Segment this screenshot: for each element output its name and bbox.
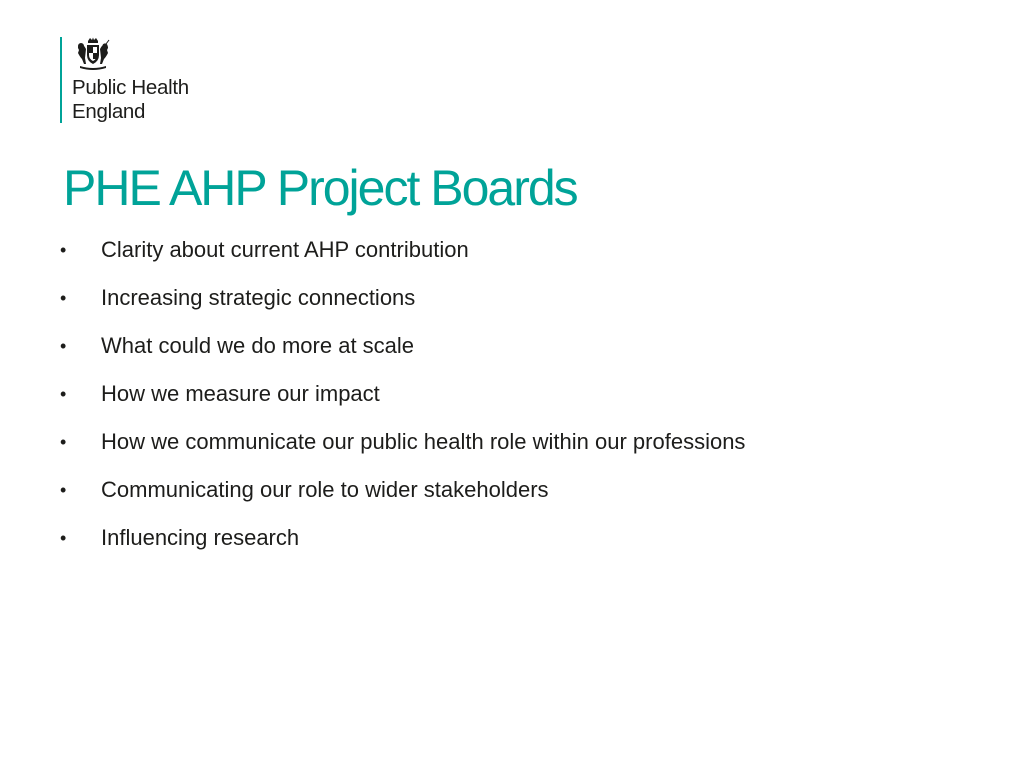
bullet-icon: • [60, 240, 67, 260]
bullet-text: Influencing research [101, 525, 300, 550]
bullet-item [58, 472, 745, 520]
bullet-icon: • [60, 528, 67, 548]
bullet-item [58, 232, 745, 280]
bullet-item [58, 280, 745, 328]
logo-text-line1: Public Health [72, 76, 189, 99]
bullet-item [58, 424, 745, 472]
bullet-list [58, 232, 745, 568]
bullet-text: How we measure our impact [101, 381, 380, 406]
bullet-icon: • [60, 432, 67, 452]
bullet-text: What could we do more at scale [101, 333, 415, 358]
bullet-icon: • [60, 384, 67, 404]
phe-logo [60, 37, 189, 123]
bullet-item [58, 376, 745, 424]
bullet-item [58, 328, 745, 376]
bullet-item [58, 520, 745, 568]
slide-title: PHE AHP Project Boards [63, 160, 577, 216]
bullet-text: Clarity about current AHP contribution [101, 237, 469, 262]
bullet-icon: • [60, 288, 67, 308]
logo-text-line2: England [72, 100, 146, 123]
bullet-text: Communicating our role to wider stakeholders [101, 477, 549, 502]
bullet-icon: • [60, 480, 67, 500]
bullet-icon: • [60, 336, 67, 356]
bullet-text: Increasing strategic connections [101, 285, 416, 310]
bullet-text: How we communicate our public health role within our professions [101, 429, 746, 454]
royal-coat-of-arms-icon [75, 37, 111, 71]
